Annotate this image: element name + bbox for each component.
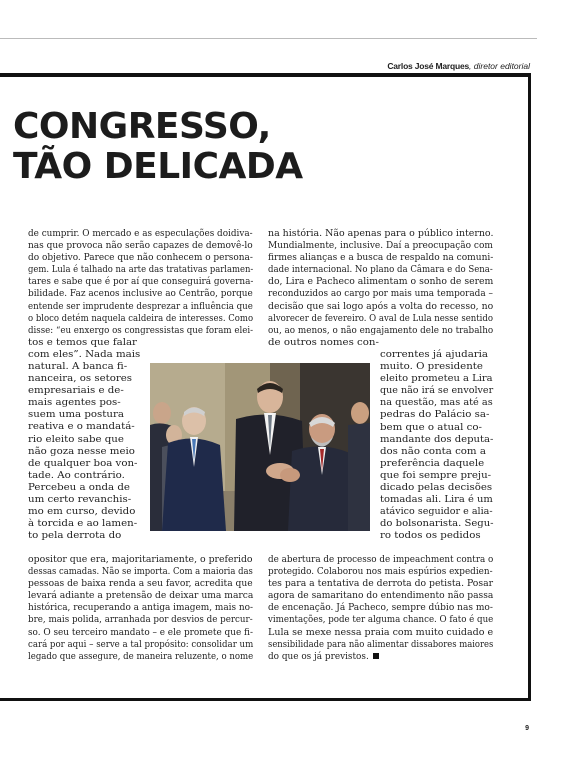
text-line: pessoas de baixa renda a seu favor, acredita que xyxy=(28,579,253,590)
header-rule xyxy=(0,38,537,39)
text-line: de outros nomes con- xyxy=(268,337,379,348)
text-line: bem que o atual co- xyxy=(380,422,482,433)
text-line: to pela derrota do xyxy=(28,531,122,542)
title-line-2: TÃO DELICADA xyxy=(13,146,303,187)
author-name: Carlos José Marques xyxy=(387,61,470,71)
text-line: cará por aqui – serve a tal propósito: consolidar um xyxy=(28,639,254,650)
text-line: na história. Não apenas para o público interno. xyxy=(268,229,494,239)
text-line: vimentações, pode ter alguma chance. O fato é que xyxy=(268,615,494,626)
page-number: 9 xyxy=(525,725,529,732)
text-line: tade. Ao contrário. xyxy=(28,470,125,481)
text-line: Mundialmente, inclusive. Daí a preocupação com xyxy=(268,241,493,252)
text-line: levará adiante a pretensão de deixar uma marca xyxy=(28,591,254,602)
text-line: so. O seu terceiro mandato – e ele promete que fi- xyxy=(28,627,253,638)
text-line: entende ser imprudente desprezar a influência que xyxy=(28,301,253,312)
text-line-content: do que os já previstos. xyxy=(268,651,369,662)
text-line: nanceira, os setores xyxy=(28,374,133,385)
text-line: tares e sabe que é por aí que conseguirá governa- xyxy=(28,277,254,288)
text-line: de abertura de processo de impeachment contra o xyxy=(268,555,494,565)
text-line: dade internacional. No plano da Câmara e do Sena- xyxy=(268,265,493,276)
text-line: reconduzidos ao cargo por mais uma temporada – xyxy=(268,289,493,300)
text-line: ou, ao menos, o não engajamento dele no trabalho xyxy=(268,325,494,336)
text-line: firmes alianças e a busca de respaldo na comuni- xyxy=(268,253,494,264)
text-line: atávico seguidor e alia- xyxy=(380,507,493,518)
text-line: tos e temos que falar xyxy=(28,337,137,348)
text-line: que não irá se envolver xyxy=(380,386,494,397)
text-line: empresariais e de- xyxy=(28,386,124,397)
text-line: um certo revanchis- xyxy=(28,495,132,506)
text-line: mais agentes pos- xyxy=(28,398,121,409)
text-line: com eles”. Nada mais xyxy=(28,349,141,360)
title-line-1: CONGRESSO, xyxy=(13,106,271,147)
text-line: muito. O presidente xyxy=(380,362,483,373)
article-title xyxy=(13,107,303,187)
column-2-bottom xyxy=(268,554,493,663)
text-line: de qualquer boa von- xyxy=(28,458,138,469)
text-line: tes para a tentativa de derrota do petista. Posar xyxy=(268,579,494,590)
text-line: natural. A banca fi- xyxy=(28,362,128,372)
author-role: , diretor editorial xyxy=(469,61,530,71)
text-line: gem. Lula é talhado na arte das tratativas parlamen- xyxy=(28,265,254,276)
text-line: Lula se mexe nessa praia com muito cuidado e xyxy=(268,627,494,638)
text-line: do objetivo. Parece que não conhecem o persona- xyxy=(28,253,253,264)
text-line: rio eleito sabe que xyxy=(28,434,124,445)
text-line: suem uma postura xyxy=(28,410,124,421)
text-line: opositor que era, majoritariamente, o preferido xyxy=(28,555,253,565)
text-line: decisão que sai logo após a volta do recesso, no xyxy=(268,301,494,312)
text-line: alvorecer de fevereiro. O aval de Lula nesse sentido xyxy=(268,313,493,324)
text-line: eleito prometeu a Lira xyxy=(380,374,493,385)
text-line: pedras do Palácio sa- xyxy=(380,410,490,421)
text-line: disse: “eu enxergo os congressistas que foram elei- xyxy=(28,325,254,336)
article-photo xyxy=(150,363,370,531)
text-line: do, Lira e Pacheco alimentam o sonho de serem xyxy=(268,277,494,288)
text-line: bilidade. Faz acenos inclusive ao Centrão, porque xyxy=(28,289,253,300)
text-line: mo em curso, devido xyxy=(28,507,136,518)
column-2-top xyxy=(268,228,493,349)
text-line: agora de samaritano do entendimento não passa xyxy=(268,591,494,602)
column-1-wrap xyxy=(28,361,146,542)
text-line: do bolsonarista. Segu- xyxy=(380,519,494,530)
column-2-wrap xyxy=(380,349,493,543)
text-line: dessas camadas. Não se importa. Com a maioria das xyxy=(28,567,253,578)
text-line: mandante dos deputa- xyxy=(380,434,494,445)
text-line: à torcida e ao lamen- xyxy=(28,519,138,530)
text-line: que foi sempre preju- xyxy=(380,470,492,481)
text-line: preferência daquele xyxy=(380,458,485,469)
text-line: nas que provoca não serão capazes de demovê-lo xyxy=(28,241,253,252)
text-line: tomadas ali. Lira é um xyxy=(380,495,493,506)
text-line xyxy=(268,651,379,663)
column-1-bottom xyxy=(28,554,253,663)
politicians-handshake-image xyxy=(150,363,370,531)
text-line: legado que assegure, de maneira reluzente, o nome xyxy=(28,651,254,662)
end-of-article-mark xyxy=(373,653,379,659)
text-line: Percebeu a onda de xyxy=(28,482,130,493)
byline xyxy=(387,61,530,71)
text-line: o bloco detém naquela caldeira de interesses. Como xyxy=(28,313,254,324)
text-line: dicado pelas decisões xyxy=(380,483,493,494)
text-line: reativa e o mandatá- xyxy=(28,422,135,433)
text-line: de cumprir. O mercado e as especulações doidiva- xyxy=(28,229,253,239)
text-line: ro todos os pedidos xyxy=(380,531,481,542)
text-line: dos não conta com a xyxy=(380,446,486,457)
text-line: de encenação. Já Pacheco, sempre dúbio nas mo- xyxy=(268,603,493,614)
column-1-top xyxy=(28,228,253,361)
text-line: histórica, recuperando a antiga imagem, mais no- xyxy=(28,603,254,614)
text-line: na questão, mas até as xyxy=(380,398,493,409)
text-line: não goza nesse meio xyxy=(28,446,135,457)
text-line: bre, mais polida, arranhada por desvios de percur- xyxy=(28,615,253,626)
text-line: protegido. Colaborou nos mais espúrios expedien- xyxy=(268,567,493,578)
text-line: sensibilidade para não alimentar dissabores maiores xyxy=(268,639,494,650)
text-line: correntes já ajudaria xyxy=(380,350,489,360)
